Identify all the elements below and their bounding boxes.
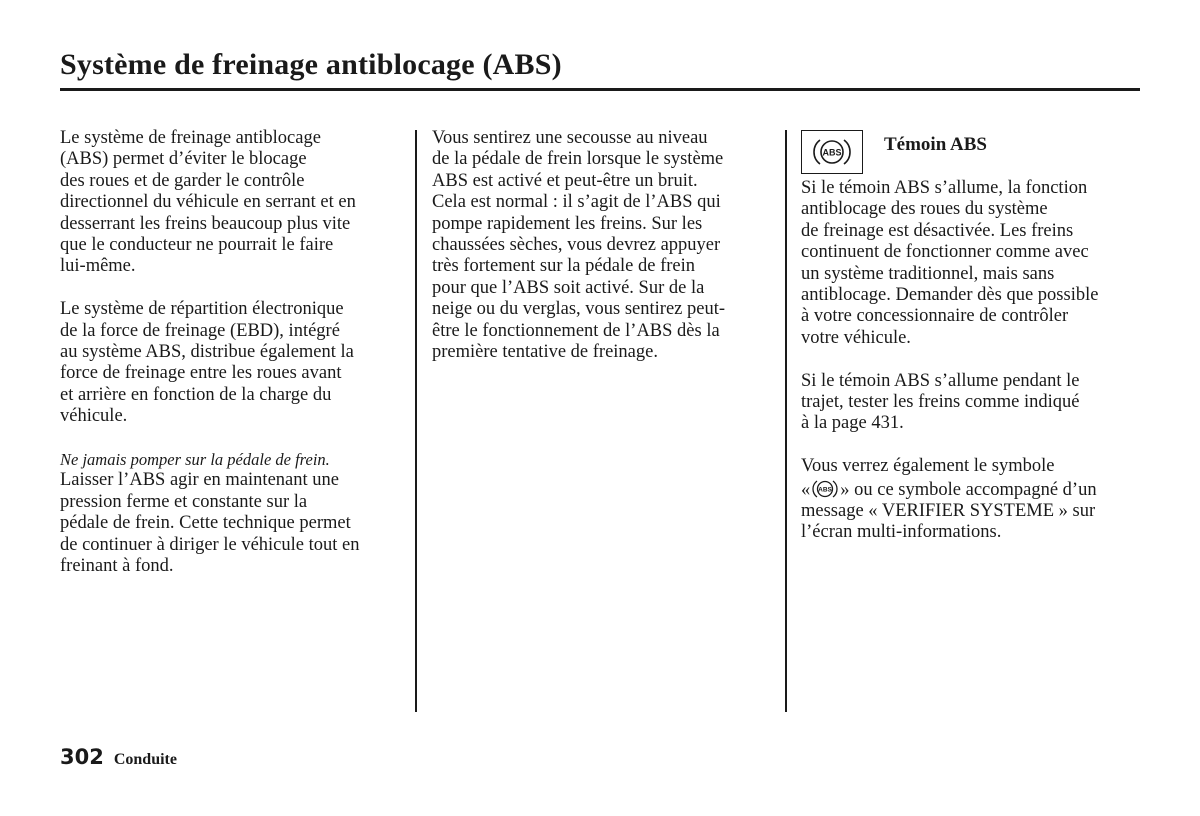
text-line: Le système de répartition électronique — [60, 299, 344, 320]
paragraph-abs-symbol — [801, 456, 1141, 544]
text-line: de continuer à diriger le véhicule tout en — [60, 534, 360, 555]
paragraph-ebd — [60, 299, 405, 427]
column-2 — [432, 128, 772, 385]
abs-symbol-icon — [812, 478, 838, 500]
paragraph-pedal-feedback — [432, 128, 772, 363]
text-line: trajet, tester les freins comme indiqué — [801, 392, 1080, 413]
text-line: véhicule. — [60, 406, 128, 427]
text-line: pour que l’ABS soit activé. Sur de la — [432, 277, 705, 298]
text-line: pression ferme et constante sur la — [60, 491, 308, 512]
section-name: Conduite — [113, 751, 177, 768]
text-line: Le système de freinage antiblocage — [60, 128, 321, 148]
column-divider-right — [785, 130, 787, 712]
open-quote: « — [801, 479, 811, 500]
text-line: antiblocage des roues du système — [801, 199, 1048, 220]
text-line: des roues et de garder le contrôle — [60, 170, 305, 191]
abs-indicator-box — [801, 130, 863, 174]
text-line: votre véhicule. — [801, 327, 911, 348]
paragraph-abs-while-driving — [801, 371, 1141, 435]
text-line: (ABS) permet d’éviter le blocage — [60, 149, 307, 170]
text-line-with-icon — [801, 478, 1141, 501]
abs-indicator-heading: Témoin ABS — [884, 134, 987, 155]
text-line: Vous verrez également le symbole — [801, 456, 1055, 477]
text-line: freinant à fond. — [60, 556, 174, 577]
abs-symbol-text: ABS — [818, 486, 833, 494]
warning-italic-line: Ne jamais pomper sur la pédale de frein. — [60, 450, 330, 470]
text-line: à votre concessionnaire de contrôler — [801, 306, 1069, 327]
text-line: Cela est normal : il s’agit de l’ABS qui — [432, 192, 721, 213]
text-line: un système traditionnel, mais sans — [801, 263, 1055, 284]
text-line: desserrant les freins beaucoup plus vite — [60, 213, 351, 234]
text-line: première tentative de freinage. — [432, 342, 658, 363]
page-number: 302 — [60, 745, 104, 769]
text-line: directionnel du véhicule en serrant et en — [60, 192, 356, 213]
text-line: au système ABS, distribue également la — [60, 342, 354, 363]
text-after-icon: » ou ce symbole accompagné d’un — [840, 479, 1097, 500]
text-line: neige ou du verglas, vous sentirez peut- — [432, 299, 726, 320]
abs-icon-text: ABS — [822, 147, 842, 158]
page-title: Système de freinage antiblocage (ABS) — [60, 48, 562, 81]
text-line: être le fonctionnement de l’ABS dès la — [432, 320, 720, 341]
text-line: très fortement sur la pédale de frein — [432, 256, 695, 277]
text-line: ABS est activé et peut-être un bruit. — [432, 170, 698, 191]
text-line: chaussées sèches, vous devrez appuyer — [432, 235, 721, 256]
text-line: message « VERIFIER SYSTEME » sur — [801, 501, 1096, 522]
text-line: de freinage est désactivée. Les freins — [801, 220, 1074, 241]
paragraph-abs-intro — [60, 128, 405, 278]
text-line: antiblocage. Demander dès que possible — [801, 285, 1099, 306]
text-line: continuent de fonctionner comme avec — [801, 242, 1089, 263]
text-line: pompe rapidement les freins. Sur les — [432, 213, 703, 234]
column-divider-left — [415, 130, 417, 712]
text-line: pédale de frein. Cette technique permet — [60, 513, 351, 534]
text-line: Si le témoin ABS s’allume pendant le — [801, 370, 1080, 391]
paragraph-no-pumping — [60, 449, 405, 577]
abs-warning-icon — [813, 136, 851, 168]
title-rule — [60, 88, 1140, 91]
text-line: l’écran multi-informations. — [801, 522, 1002, 543]
text-line: que le conducteur ne pourrait le faire — [60, 235, 334, 256]
text-line: Laisser l’ABS agir en maintenant une — [60, 470, 339, 491]
text-line: force de freinage entre les roues avant — [60, 363, 342, 384]
column-3 — [801, 178, 1141, 565]
text-line: à la page 431. — [801, 413, 904, 434]
text-line: lui-même. — [60, 256, 136, 277]
paragraph-abs-light-on — [801, 178, 1141, 349]
text-line: Vous sentirez une secousse au niveau — [432, 128, 708, 148]
text-line: de la force de freinage (EBD), intégré — [60, 320, 340, 341]
text-line: et arrière en fonction de la charge du — [60, 384, 332, 405]
column-1 — [60, 128, 405, 599]
page-footer — [60, 745, 177, 769]
text-line: Si le témoin ABS s’allume, la fonction — [801, 178, 1088, 198]
text-line: de la pédale de frein lorsque le système — [432, 149, 724, 170]
